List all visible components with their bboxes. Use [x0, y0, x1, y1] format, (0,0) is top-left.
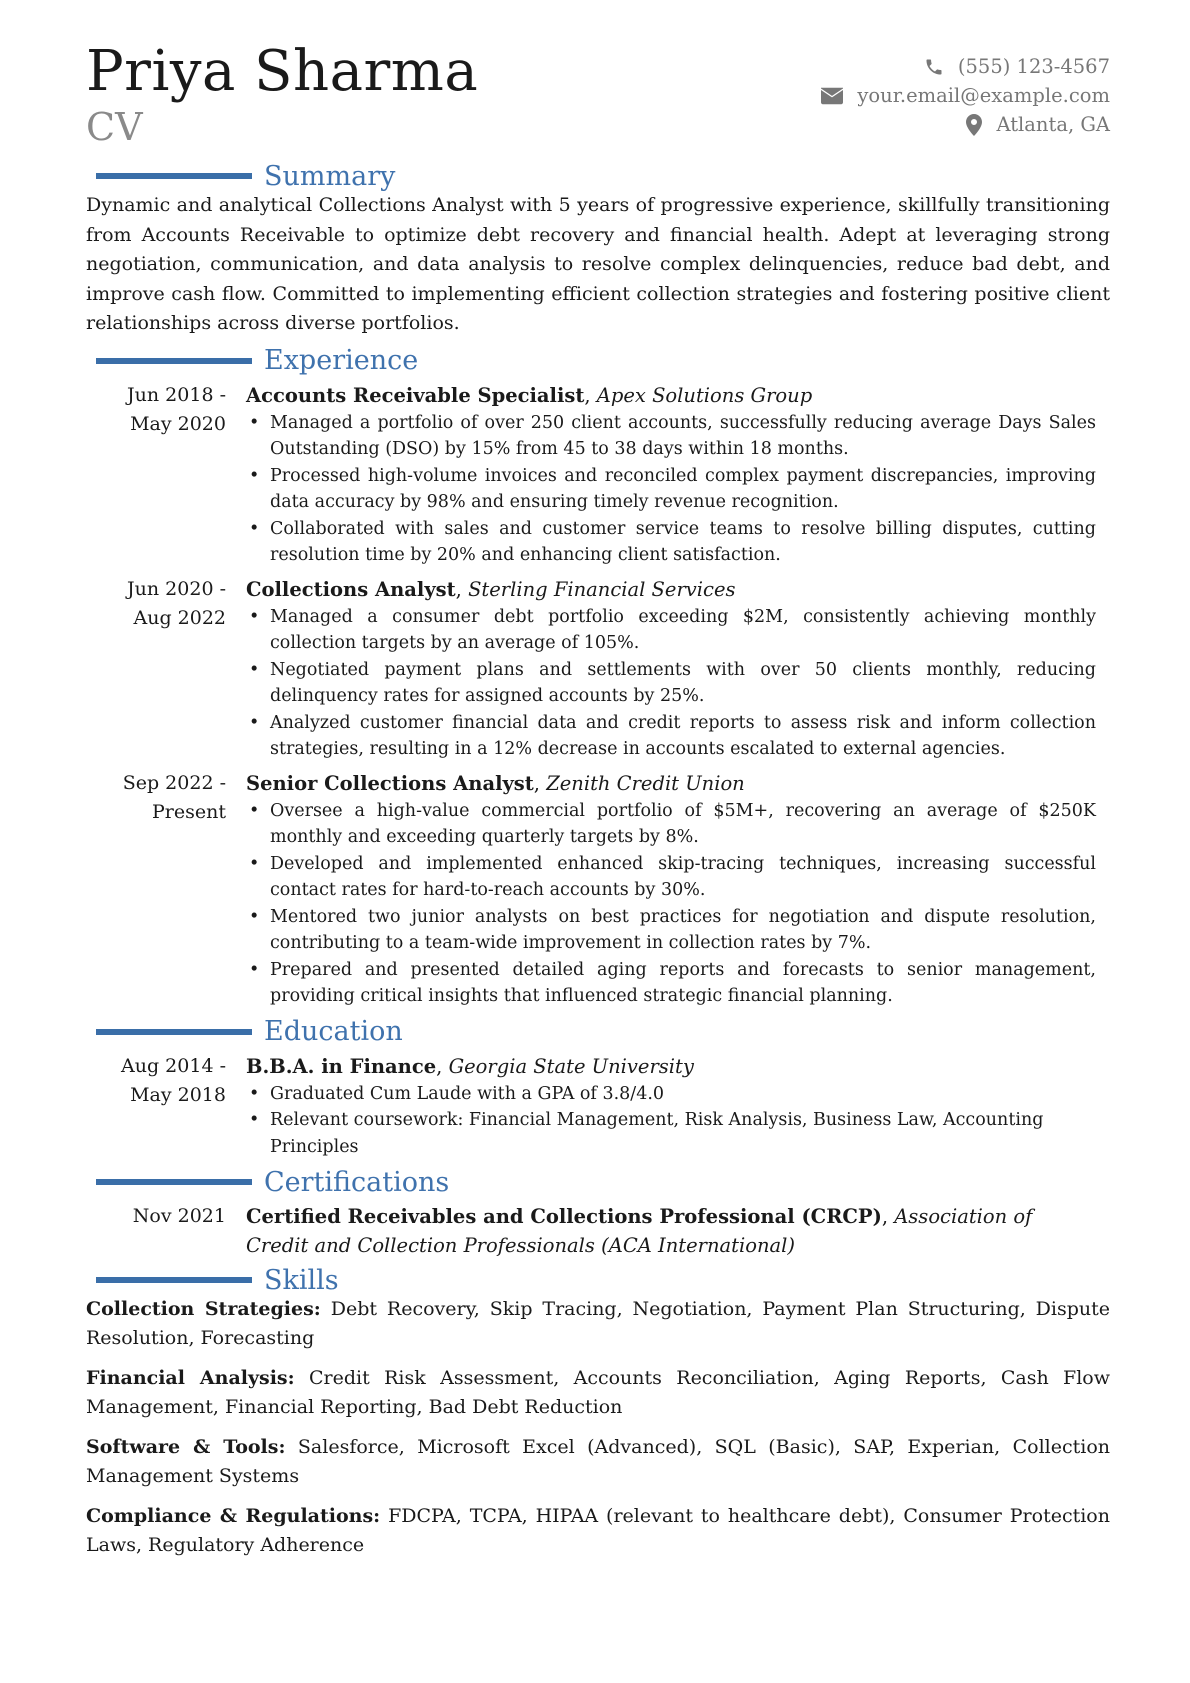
- section-header-experience: [86, 343, 1110, 379]
- experience-entry: [86, 769, 1110, 1010]
- job-title: Senior Collections Analyst: [246, 771, 534, 795]
- bullet-item: • Prepared and presented detailed aging reports and forecasts to senior management, providing critical insights that influenced strategic financial planning.: [246, 957, 1110, 1010]
- skill-group: [86, 1502, 1110, 1560]
- certification-entry: [86, 1202, 1110, 1260]
- employer-name: Apex Solutions Group: [596, 383, 813, 407]
- bullet-item: • Managed a portfolio of over 250 client accounts, successfully reducing average Days Sales Outstanding (DSO) by 15% from 45 to 38 days within 18 months.: [246, 410, 1110, 463]
- entry-title-line: Senior Collections Analyst, Zenith Credit Union: [246, 771, 745, 795]
- envelope-icon: [821, 87, 843, 105]
- section-accent-bar: [96, 1029, 252, 1035]
- contact-block: [821, 52, 1110, 139]
- employer-name: Sterling Financial Services: [468, 577, 736, 601]
- section-title-skills: Skills: [264, 1264, 339, 1296]
- entry-date: Jun 2018 - May 2020: [127, 383, 226, 435]
- bullet-item: • Processed high-volume invoices and reconciled complex payment discrepancies, improving data accuracy by 98% and ensuring timely revenue recognition.: [246, 463, 1110, 516]
- email-link[interactable]: your.email@example.com: [857, 84, 1110, 107]
- summary-text: Dynamic and analytical Collections Analyst with 5 years of progressive experience, skillfully transitioning from Accounts Receivable to optimize debt recovery and financial health. Adept at leveraging strong negotiation, communication, and data analysis to resolve complex delinquencies, reduce bad debt, and improve cash flow. Committed to implementing efficient collection strategies and fostering positive client relationships across diverse portfolios.: [86, 194, 1110, 334]
- entry-body: [246, 1202, 1110, 1260]
- skill-group-items: Debt Recovery, Skip Tracing, Negotiation, Payment Plan Structuring, Dispute Resolution, Forecasting: [86, 1298, 1111, 1349]
- section-title-experience: Experience: [264, 345, 419, 376]
- entry-title-line: Collections Analyst, Sterling Financial Services: [246, 577, 736, 601]
- experience-entry: [86, 575, 1110, 763]
- bullet-list: [246, 604, 1110, 763]
- bullet-item: • Analyzed customer financial data and credit reports to assess risk and inform collection strategies, resulting in a 12% decrease in accounts escalated to external agencies.: [246, 710, 1110, 763]
- document-subtitle: CV: [86, 105, 143, 149]
- bullet-item: • Mentored two junior analysts on best practices for negotiation and dispute resolution, contributing to a team-wide improvement in collection rates by 7%.: [246, 904, 1110, 957]
- phone-icon: [924, 57, 944, 77]
- bullet-list: [246, 410, 1110, 569]
- job-title: Accounts Receivable Specialist: [246, 383, 585, 407]
- entry-title-line: Accounts Receivable Specialist, Apex Solutions Group: [246, 383, 813, 407]
- section-header-education: [86, 1014, 1110, 1050]
- candidate-name: Priya Sharma: [86, 39, 479, 104]
- entry-date: Sep 2022 - Present: [122, 771, 226, 823]
- resume-page: [86, 40, 1110, 1571]
- skill-group-label: Financial Analysis:: [86, 1367, 295, 1389]
- skills-list: [86, 1295, 1110, 1560]
- entry-body: [246, 381, 1110, 569]
- bullet-item: • Negotiated payment plans and settlements with over 50 clients monthly, reducing delinquency rates for assigned accounts by 25%.: [246, 657, 1110, 710]
- section-header-skills: [86, 1262, 1110, 1298]
- section-header-summary: [86, 158, 1110, 194]
- contact-location: [821, 110, 1110, 139]
- bullet-item: • Relevant coursework: Financial Management, Risk Analysis, Business Law, Accounting Principles: [246, 1107, 1110, 1160]
- employer-name: Zenith Credit Union: [546, 771, 745, 795]
- bullet-item: • Oversee a high-value commercial portfolio of $5M+, recovering an average of $250K monthly and exceeding quarterly targets by 8%.: [246, 798, 1110, 851]
- entry-date: Nov 2021: [132, 1205, 226, 1227]
- location-text: Atlanta, GA: [996, 113, 1110, 136]
- bullet-list: [246, 798, 1110, 1010]
- bullet-item: • Graduated Cum Laude with a GPA of 3.8/4.0: [246, 1081, 1110, 1108]
- section-accent-bar: [96, 1179, 252, 1185]
- entry-title-line: B.B.A. in Finance, Georgia State University: [246, 1054, 694, 1078]
- section-accent-bar: [96, 173, 252, 179]
- entry-date: Aug 2014 - May 2018: [121, 1054, 226, 1106]
- entry-title-line: Certified Receivables and Collections Professional (CRCP), Association of Credit and Collection Professionals (ACA International): [246, 1205, 1033, 1257]
- bullet-item: • Developed and implemented enhanced skip-tracing techniques, increasing successful contact rates for hard-to-reach accounts by 30%.: [246, 851, 1110, 904]
- section-title-education: Education: [264, 1016, 403, 1047]
- section-accent-bar: [96, 1277, 252, 1283]
- certification-title: Certified Receivables and Collections Professional (CRCP): [246, 1205, 882, 1228]
- contact-phone: [821, 52, 1110, 81]
- skill-group: [86, 1295, 1110, 1353]
- bullet-item: • Collaborated with sales and customer service teams to resolve billing disputes, cutting resolution time by 20% and enhancing client satisfaction.: [246, 516, 1110, 569]
- skill-group-label: Compliance & Regulations:: [86, 1505, 381, 1527]
- skill-group: [86, 1433, 1110, 1491]
- skill-group: [86, 1364, 1110, 1422]
- skill-group-items: FDCPA, TCPA, HIPAA (relevant to healthcare debt), Consumer Protection Laws, Regulatory Adherence: [86, 1505, 1110, 1556]
- bullet-item: • Managed a consumer debt portfolio exceeding $2M, consistently achieving monthly collection targets by an average of 105%.: [246, 604, 1110, 657]
- skill-group-label: Collection Strategies:: [86, 1298, 321, 1320]
- section-accent-bar: [96, 358, 252, 364]
- section-title-certifications: Certifications: [264, 1166, 450, 1198]
- skill-group-items: Salesforce, Microsoft Excel (Advanced), SQL (Basic), SAP, Experian, Collection Management Systems: [86, 1436, 1110, 1487]
- degree-title: B.B.A. in Finance: [246, 1054, 437, 1078]
- entry-date: Jun 2020 - Aug 2022: [127, 577, 226, 629]
- job-title: Collections Analyst: [246, 577, 456, 601]
- experience-entry: [86, 381, 1110, 569]
- section-title-summary: Summary: [264, 160, 396, 192]
- school-name: Georgia State University: [448, 1054, 694, 1078]
- map-pin-icon: [966, 114, 982, 136]
- contact-email: [821, 81, 1110, 110]
- bullet-list: [246, 1081, 1110, 1161]
- section-header-certifications: [86, 1164, 1110, 1200]
- issuer-name: Association of Credit and Collection Professionals (ACA International): [246, 1205, 1033, 1257]
- skill-group-label: Software & Tools:: [86, 1436, 286, 1458]
- entry-body: [246, 1052, 1110, 1161]
- entry-body: [246, 769, 1110, 1010]
- phone-number: (555) 123-4567: [957, 55, 1110, 78]
- skill-group-items: Credit Risk Assessment, Accounts Reconciliation, Aging Reports, Cash Flow Management, Financial Reporting, Bad Debt Reduction: [86, 1367, 1111, 1418]
- resume-header: [86, 40, 1110, 158]
- education-entry: [86, 1052, 1110, 1161]
- entry-body: [246, 575, 1110, 763]
